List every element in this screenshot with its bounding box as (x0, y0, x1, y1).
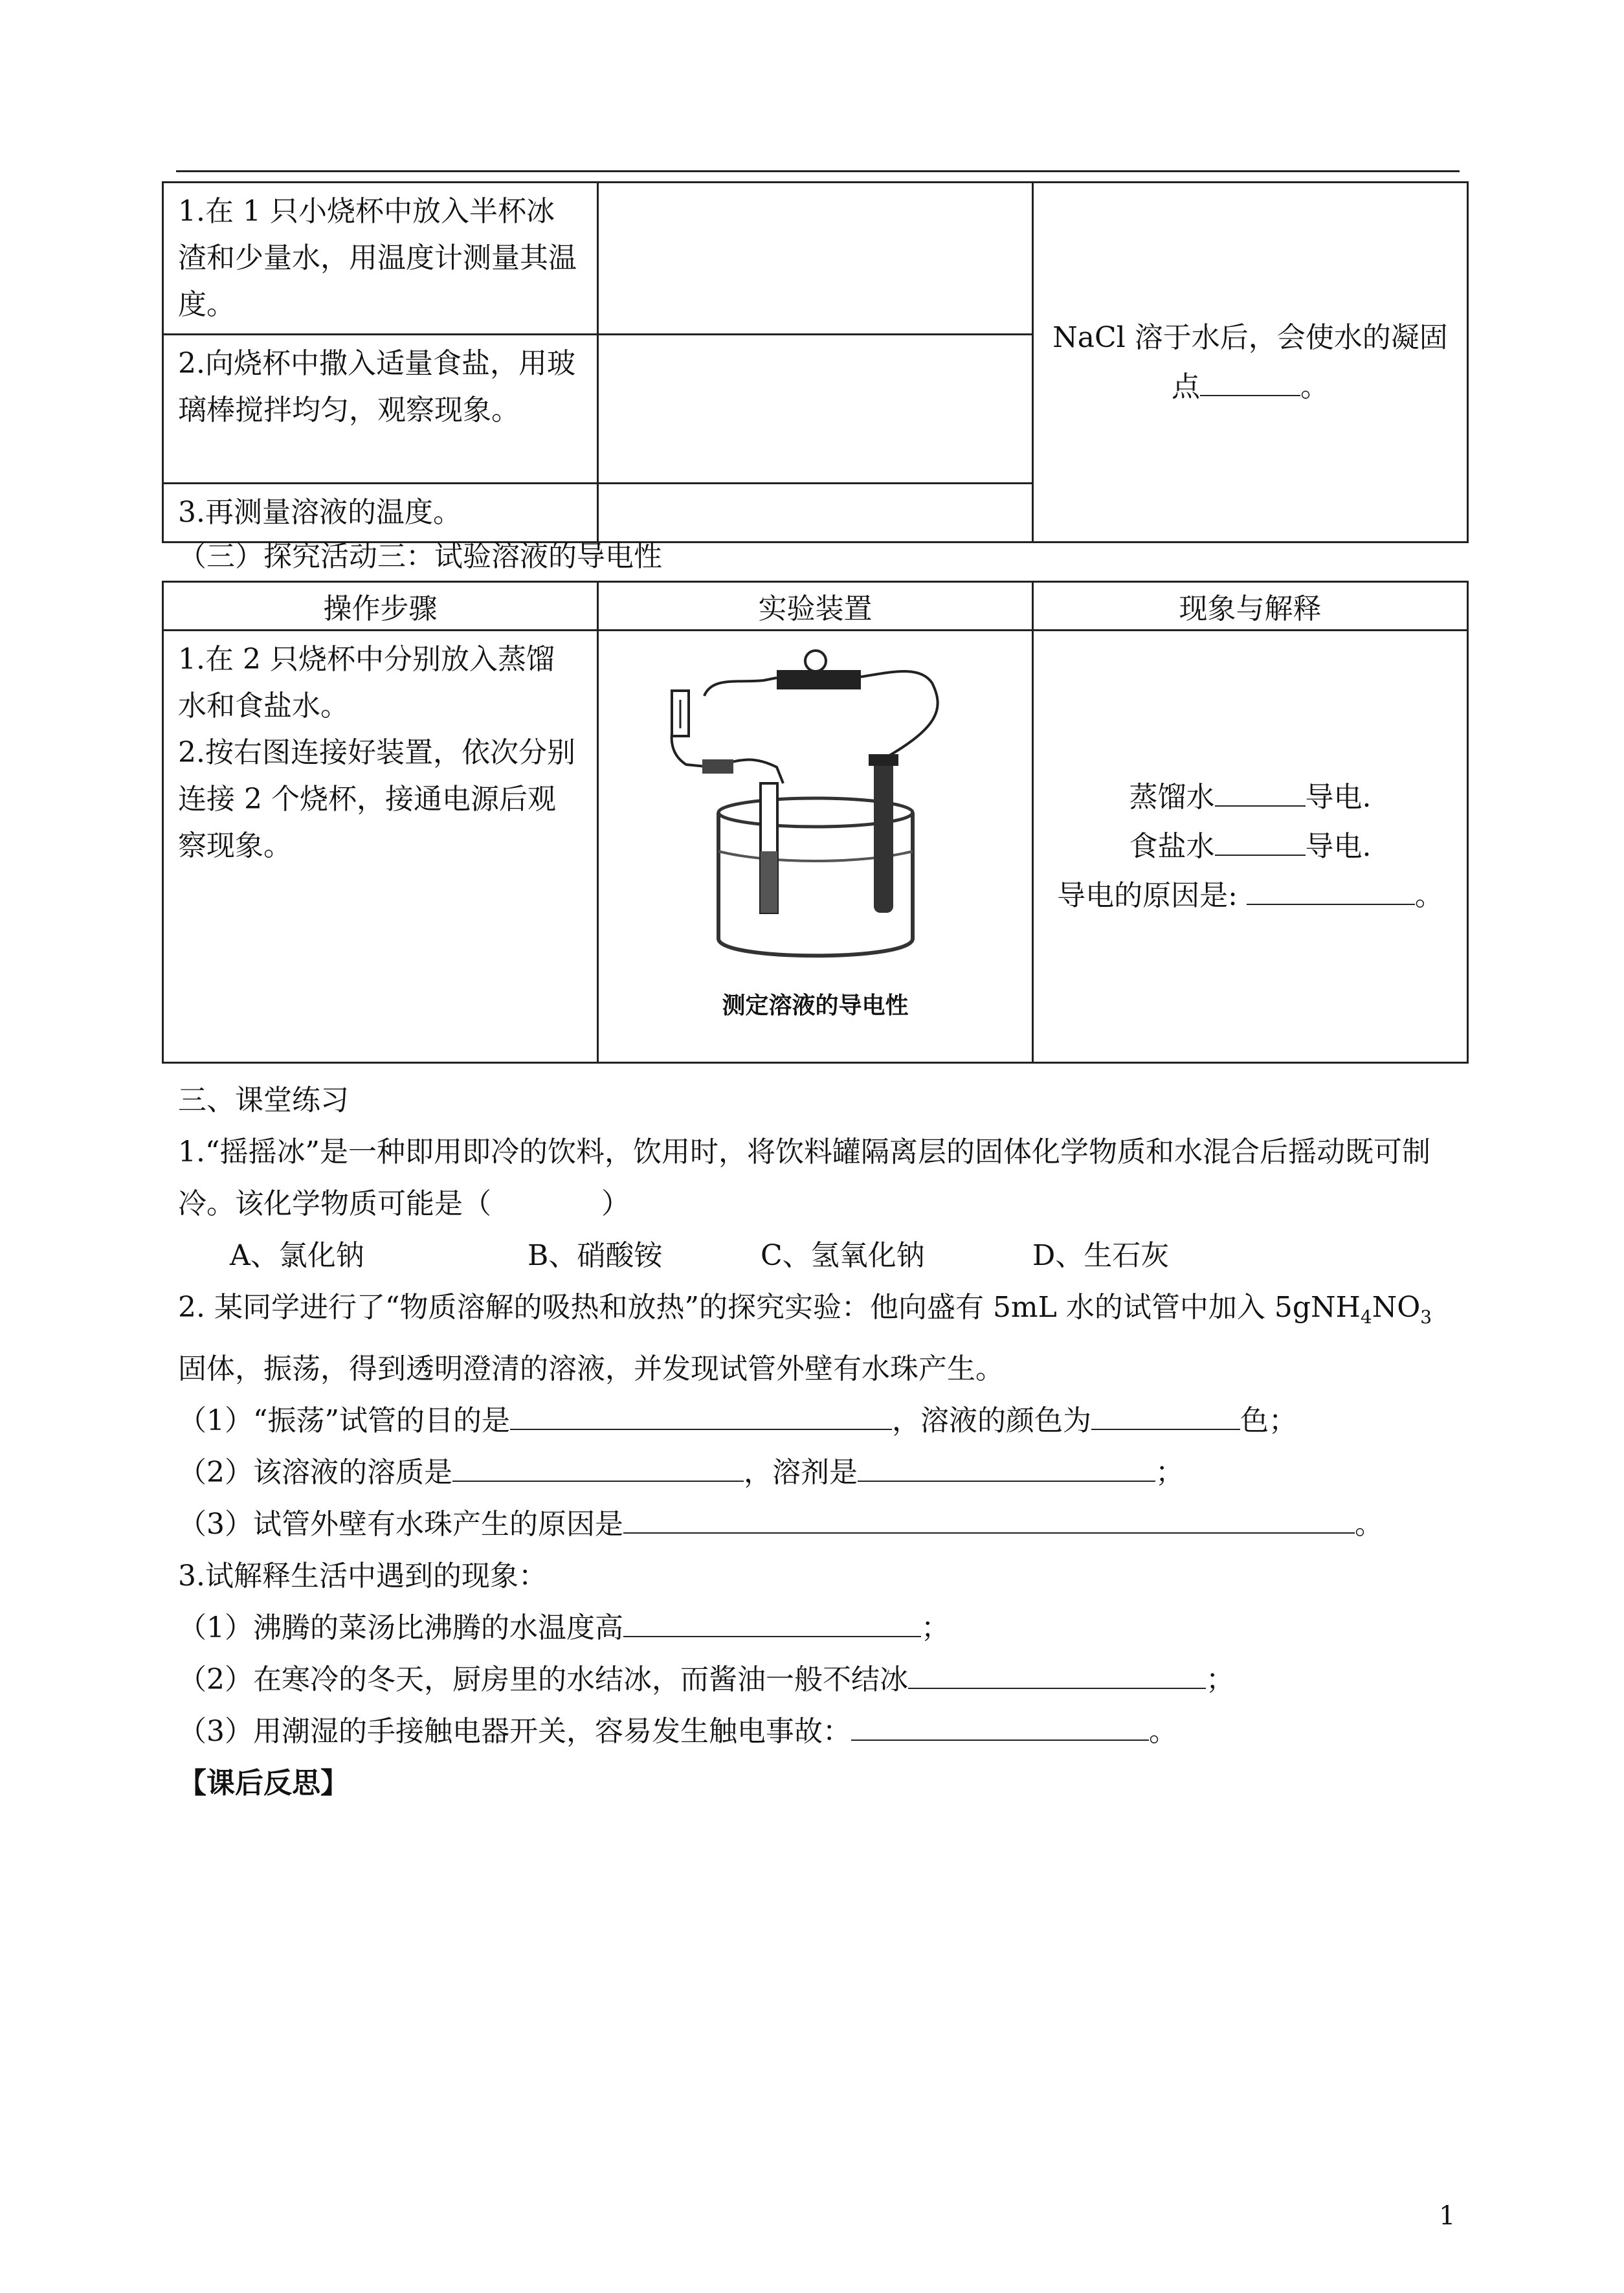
option-c[interactable]: C、氢氧化钠 (761, 1239, 925, 1272)
table2-steps (163, 631, 598, 1063)
question-3-1: （1）沸腾的菜汤比沸腾的水温度高 ； (178, 1602, 1463, 1654)
answer-blank[interactable] (1215, 825, 1306, 856)
table2-step2: 2.按右图连接好装置，依次分别连接 2 个烧杯，接通电源后观察现象。 (178, 736, 575, 862)
answer-blank[interactable] (510, 1399, 892, 1430)
electrode-right (874, 757, 893, 913)
obs-distilled-water: 蒸馏水 导电. (1048, 773, 1452, 822)
header-observation: 现象与解释 (1033, 582, 1468, 631)
conclusion-text: NaCl 溶于水后，会使水的凝固点 (1052, 320, 1448, 403)
conductivity-apparatus-figure (641, 638, 990, 987)
table1-observation-2 (598, 335, 1033, 484)
table2-observations (1033, 631, 1468, 1063)
lamp-board (777, 670, 861, 689)
answer-blank[interactable] (623, 1503, 1355, 1534)
question-2-1: （1）“振荡”试管的目的是 ，溶液的颜色为 色； (178, 1395, 1463, 1447)
obs-salt-water: 食盐水 导电. (1048, 822, 1452, 871)
experiment-table-2 (162, 581, 1469, 1064)
table1-observation-3 (598, 484, 1033, 542)
answer-blank[interactable] (623, 1606, 921, 1637)
table2-step1: 1.在 2 只烧杯中分别放入蒸馏水和食盐水。 (178, 643, 555, 722)
question-2-2: （2）该溶液的溶质是 ，溶剂是 ； (178, 1447, 1463, 1499)
table1-step1: 1.在 1 只小烧杯中放入半杯冰渣和少量水，用温度计测量其温度。 (163, 183, 598, 335)
question-3-3: （3）用潮湿的手接触电器开关，容易发生触电事故： 。 (178, 1706, 1463, 1758)
question-3-2: （2）在寒冷的冬天，厨房里的水结冰，而酱油一般不结冰 ； (178, 1654, 1463, 1706)
question-3: 3.试解释生活中遇到的现象： (178, 1559, 547, 1593)
table1-step3: 3.再测量溶液的温度。 (163, 484, 598, 542)
header-apparatus: 实验装置 (598, 582, 1033, 631)
question-1: 1.“摇摇冰”是一种即用即冷的饮料，饮用时，将饮料罐隔离层的固体化学物质和水混合后摇动既可制冷。该化学物质可能是（ ） (178, 1135, 1430, 1220)
wire-left-top (704, 678, 777, 696)
activity3-title: （三）探究活动三：试验溶液的导电性 (178, 540, 662, 573)
option-d[interactable]: D、生石灰 (1032, 1239, 1170, 1272)
table1-observation-1 (598, 183, 1033, 335)
answer-blank[interactable] (1200, 365, 1300, 396)
answer-blank[interactable] (1215, 776, 1306, 807)
option-b[interactable]: B、硝酸铵 (528, 1239, 663, 1272)
practice-title: 三、课堂练习 (178, 1084, 349, 1117)
obs-reason: 导电的原因是: 。 (1048, 871, 1452, 921)
bulb-icon (805, 651, 826, 671)
header-rule (176, 170, 1460, 172)
figure-caption: 测定溶液的导电性 (722, 992, 909, 1019)
practice-section (178, 1075, 1463, 1809)
answer-blank[interactable] (851, 1710, 1149, 1741)
question-2-3: （3）试管外壁有水珠产生的原因是 。 (178, 1499, 1463, 1550)
switch (702, 759, 733, 774)
page-number: 1 (1439, 2201, 1456, 2231)
experiment-table-1 (162, 181, 1469, 543)
header-steps: 操作步骤 (163, 582, 598, 631)
table1-step2: 2.向烧杯中撒入适量食盐，用玻璃棒搅拌均匀，观察现象。 (163, 335, 598, 484)
table2-apparatus (598, 631, 1033, 1063)
table1-conclusion (1033, 183, 1468, 542)
question-2: 2. 某同学进行了“物质溶解的吸热和放热”的探究实验：他向盛有 5mL 水的试管中加入 $5gNH_4NO_3$ 固体，振荡，得到透明澄清的溶液，并发现试管外壁有水珠产生。 (178, 1291, 1432, 1385)
answer-blank[interactable] (858, 1451, 1155, 1482)
reflection-heading: 【课后反思】 (178, 1766, 349, 1800)
answer-blank[interactable] (1091, 1399, 1240, 1430)
conclusion-end: 。 (1300, 370, 1329, 403)
option-a[interactable]: A、氯化钠 (230, 1239, 364, 1272)
wire-right (854, 671, 938, 761)
answer-blank[interactable] (1247, 874, 1415, 905)
question-1-options (178, 1230, 1463, 1282)
answer-blank[interactable] (452, 1451, 744, 1482)
answer-blank[interactable] (908, 1658, 1206, 1689)
